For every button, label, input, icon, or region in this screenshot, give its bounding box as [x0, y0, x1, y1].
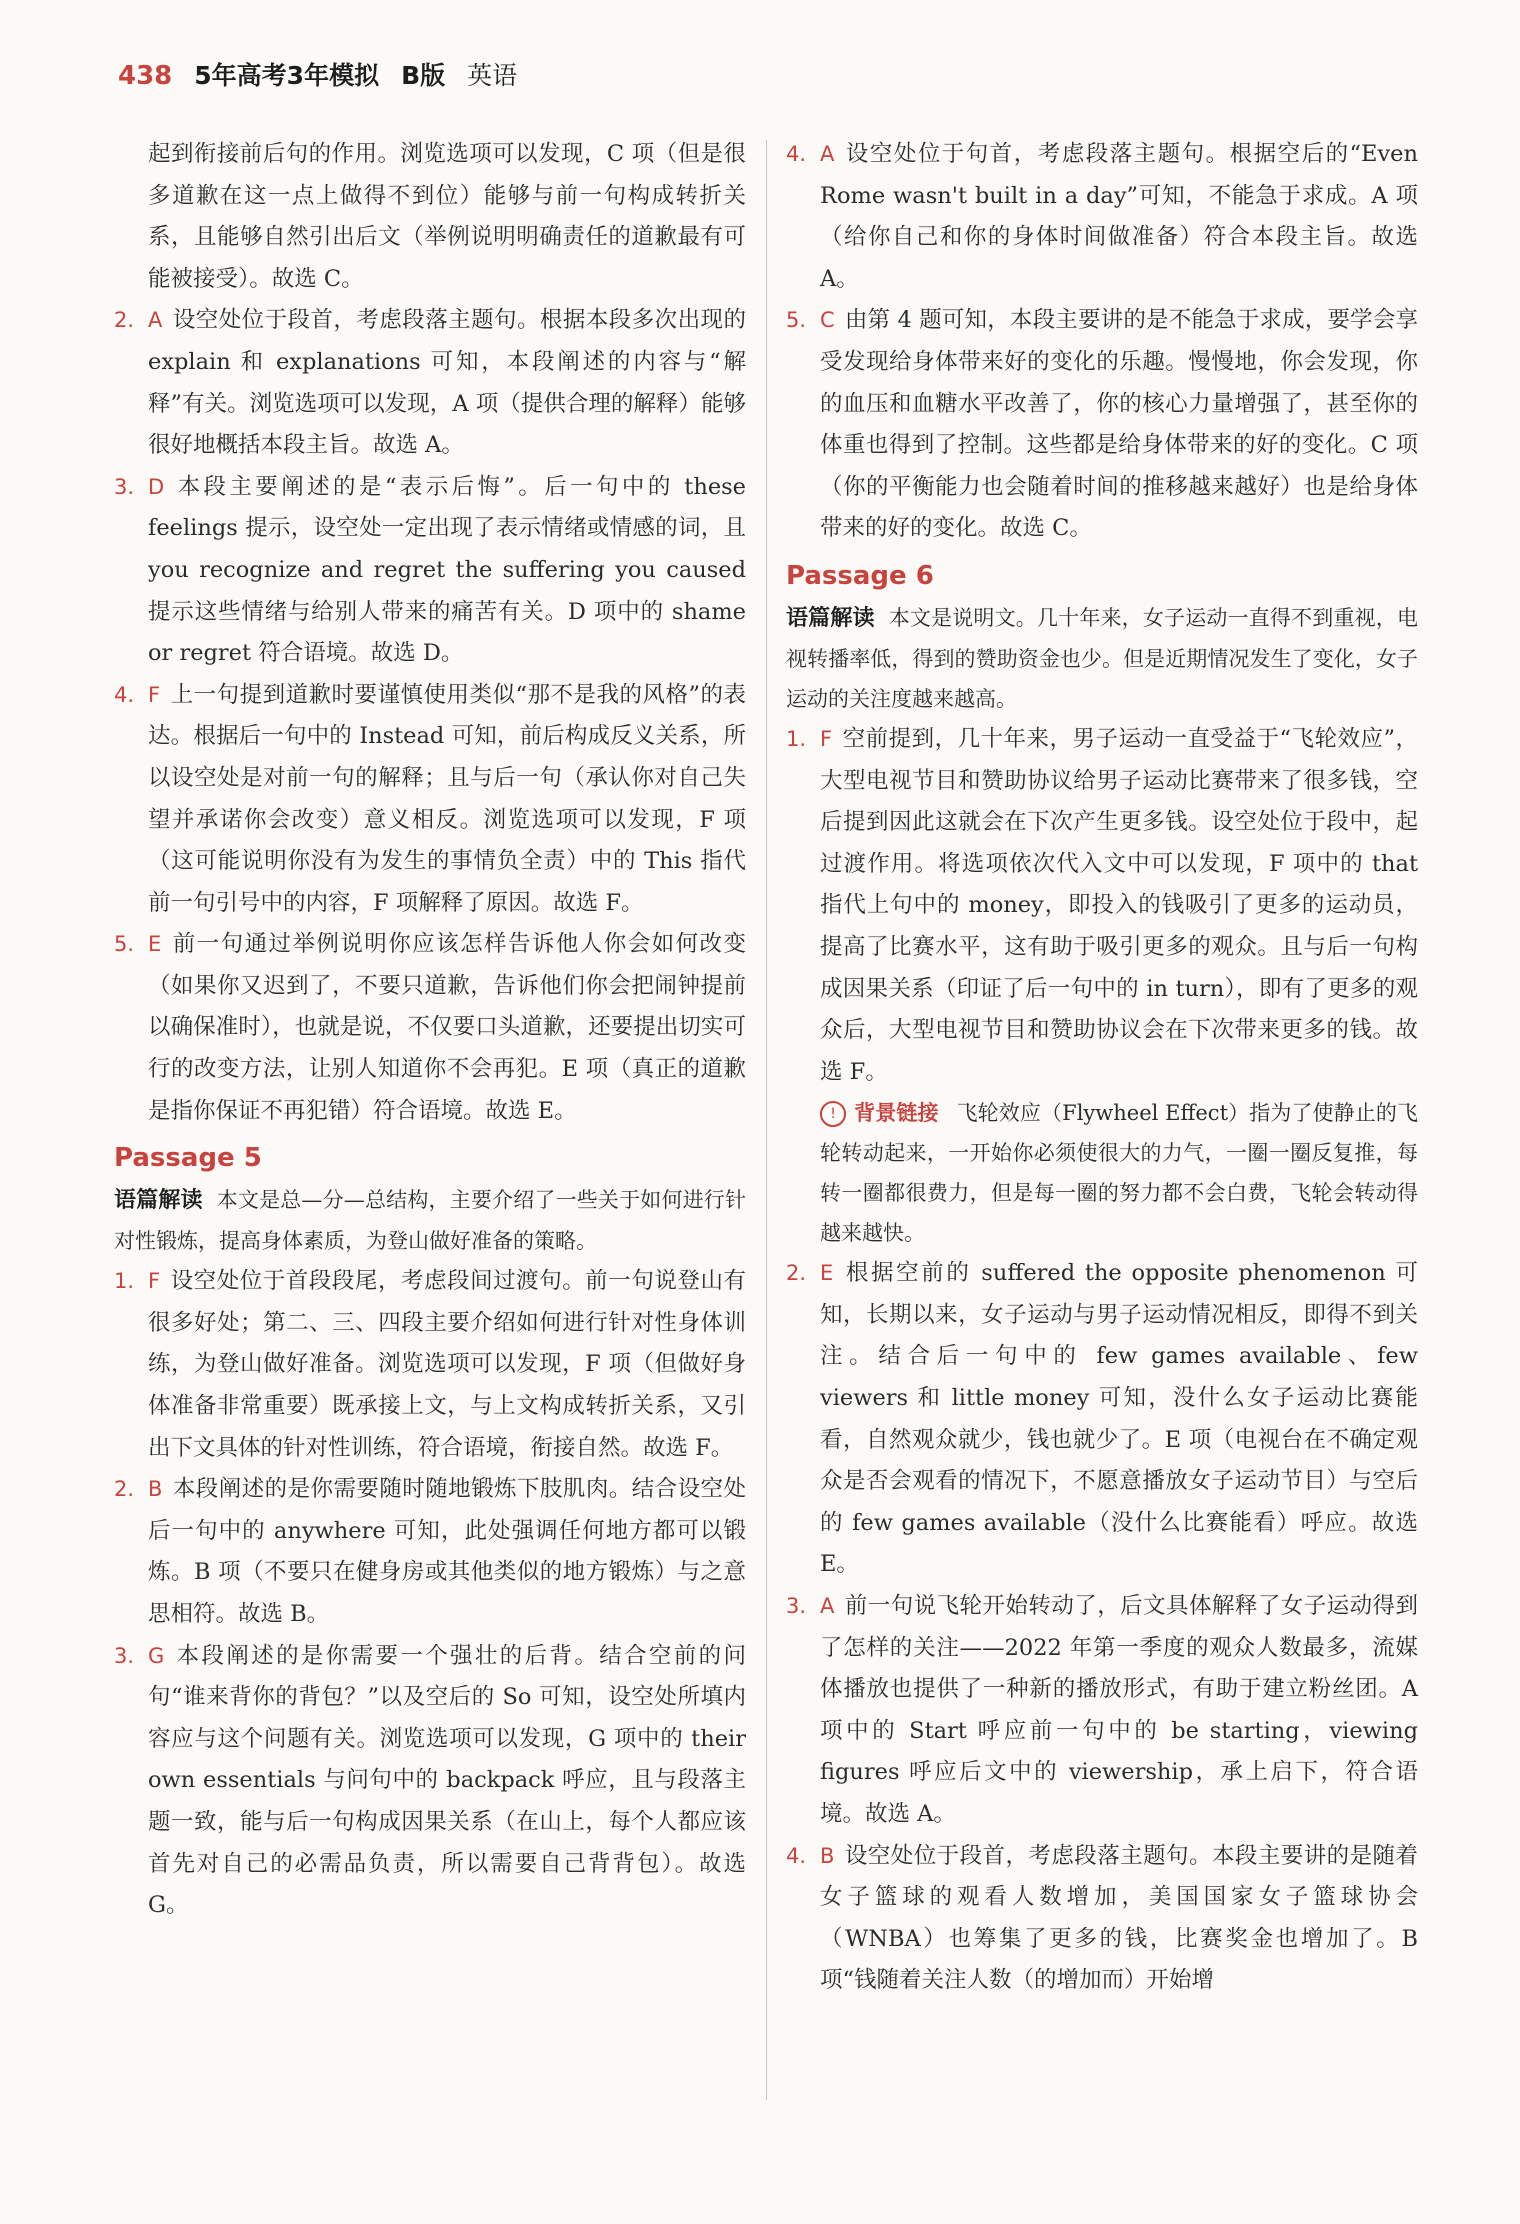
answer-continuation — [114, 134, 746, 300]
passage-5-intro — [114, 1180, 746, 1261]
answer-letter: A — [820, 1594, 835, 1619]
answer-item — [114, 467, 746, 675]
answer-item — [786, 1253, 1418, 1586]
question-number: 5. — [114, 932, 135, 957]
answer-item — [114, 675, 746, 925]
page-number: 438 — [118, 61, 173, 91]
page-header — [118, 56, 517, 96]
book-title: 5年高考3年模拟 — [194, 61, 380, 90]
question-number: 4. — [786, 1843, 807, 1868]
question-number: 5. — [786, 308, 807, 333]
question-number: 2. — [786, 1261, 807, 1286]
background-note — [786, 1093, 1418, 1253]
question-number: 1. — [786, 726, 807, 751]
answer-item — [786, 300, 1418, 550]
answer-letter: C — [820, 308, 835, 333]
answer-text: 本段主要阐述的是“表示后悔”。后一句中的 these feelings 提示，设空处一定出现了表示情绪或情感的词，且 you recognize and regret the suffering you caused 提示这些情绪与给别人带来的痛苦有关。D 项中的 shame or regret 符合语境。故选 D。 — [148, 473, 746, 667]
passage-6-title: Passage 6 — [786, 560, 934, 591]
question-number: 1. — [114, 1269, 135, 1294]
answer-text: 上一句提到道歉时要谨慎使用类似“那不是我的风格”的表达。根据后一句中的 Instead 可知，前后构成反义关系，所以设空处是对前一句的解释；且与后一句（承认你对自己失望并承诺你会改变）意义相反。浏览选项可以发现，F 项（这可能说明你没有为发生的事情负全责）中的 This 指代前一句引号中的内容，F 项解释了原因。故选 F。 — [148, 681, 746, 916]
passage-5-title: Passage 5 — [114, 1143, 262, 1174]
note-text: 飞轮效应（Flywheel Effect）指为了使静止的飞轮转动起来，一开始你必须使很大的力气，一圈一圈反复推，每转一圈都很费力，但是每一圈的努力都不会白费，飞轮会转动得越来越快。 — [820, 1101, 1419, 1246]
answer-text: 空前提到，几十年来，男子运动一直受益于“飞轮效应”，大型电视节目和赞助协议给男子运动比赛带来了很多钱，空后提到因此这就会在下次产生更多钱。设空处位于段中，起过渡作用。将选项依次代入文中可以发现，F 项中的 that 指代上句中的 money，即投入的钱吸引了更多的运动员，提高了比赛水平，这有助于吸引更多的观众。且与后一句构成因果关系（印证了后一句中的 in turn），即有了更多的观众后，大型电视节目和赞助协议会在下次带来更多的钱。故选 F。 — [820, 725, 1418, 1085]
question-number: 3. — [114, 1643, 135, 1668]
answer-item — [786, 1836, 1418, 2002]
question-number: 2. — [114, 308, 135, 333]
answer-text: 起到衔接前后句的作用。浏览选项可以发现，C 项（但是很多道歉在这一点上做得不到位）能够与前一句构成转折关系，且能够自然引出后文（举例说明明确责任的道歉最有可能被接受）。故选 C。 — [148, 141, 746, 292]
note-label: 背景链接 — [854, 1101, 939, 1126]
answer-item — [114, 924, 746, 1132]
answer-letter: A — [148, 308, 163, 333]
answer-letter: G — [148, 1643, 165, 1668]
edition-label: B版 — [401, 61, 446, 90]
intro-label: 语篇解读 — [786, 605, 875, 631]
answer-text: 由第 4 题可知，本段主要讲的是不能急于求成，要学会享受发现给身体带来好的变化的乐趣。慢慢地，你会发现，你的血压和血糖水平改善了，你的核心力量增强了，甚至你的体重也得到了控制。这些都是给身体带来的好的变化。C 项（你的平衡能力也会随着时间的推移越来越好）也是给身体带来的好的变化。故选 C。 — [820, 307, 1418, 542]
subject-label: 英语 — [467, 61, 518, 90]
question-number: 4. — [114, 682, 135, 707]
answer-letter: E — [148, 932, 162, 957]
answer-item — [786, 719, 1418, 1093]
answer-item — [114, 1261, 746, 1469]
question-number: 2. — [114, 1477, 135, 1502]
intro-label: 语篇解读 — [114, 1188, 203, 1214]
answer-text: 设空处位于首段段尾，考虑段间过渡句。前一句说登山有很多好处；第二、三、四段主要介绍如何进行针对性身体训练，为登山做好准备。浏览选项可以发现，F 项（但做好身体准备非常重要）既承接上文，与上文构成转折关系，又引出下文具体的针对性训练，符合语境，衔接自然。故选 F。 — [148, 1268, 746, 1461]
answer-item — [114, 1636, 746, 1927]
intro-text: 本文是说明文。几十年来，女子运动一直得不到重视，电视转播率低，得到的赞助资金也少。但是近期情况发生了变化，女子运动的关注度越来越高。 — [786, 605, 1418, 711]
answer-text: 前一句说飞轮开始转动了，后文具体解释了女子运动得到了怎样的关注——2022 年第一季度的观众人数最多，流媒体播放也提供了一种新的播放形式，有助于建立粉丝团。A 项中的 Start 呼应前一句中的 be starting，viewing figures 呼应后文中的 viewership，承上启下，符合语境。故选 A。 — [820, 1593, 1418, 1827]
answer-letter: B — [820, 1843, 835, 1868]
answer-text: 根据空前的 suffered the opposite phenomenon 可知，长期以来，女子运动与男子运动情况相反，即得不到关注。结合后一句中的 few games available、few viewers 和 little money 可知，没什么女子运动比赛能看，自然观众就少，钱也就少了。E 项（电视台在不确定观众是否会观看的情况下，不愿意播放女子运动节目）与空后的 few games available（没什么比赛能看）呼应。故选 E。 — [820, 1260, 1418, 1578]
column-divider — [766, 140, 767, 2100]
question-number: 3. — [114, 474, 135, 499]
passage-6-intro — [786, 598, 1418, 719]
answer-text: 设空处位于段首，考虑段落主题句。本段主要讲的是随着女子篮球的观看人数增加，美国国家女子篮球协会（WNBA）也筹集了更多的钱，比赛奖金也增加了。B 项“钱随着关注人数（的增加而）开始增 — [820, 1842, 1418, 1994]
answer-item — [114, 300, 746, 466]
intro-text: 本文是总—分—总结构，主要介绍了一些关于如何进行针对性锻炼，提高身体素质，为登山做好准备的策略。 — [114, 1188, 746, 1254]
answer-text: 设空处位于段首，考虑段落主题句。根据本段多次出现的 explain 和 explanations 可知，本段阐述的内容与“解释”有关。浏览选项可以发现，A 项（提供合理的解释）能够很好地概括本段主旨。故选 A。 — [148, 307, 746, 459]
answer-text: 前一句通过举例说明你应该怎样告诉他人你会如何改变（如果你又迟到了，不要只道歉，告诉他们你会把闹钟提前以确保准时），也就是说，不仅要口头道歉，还要提出切实可行的改变方法，让别人知道你不会再犯。E 项（真正的道歉是指你保证不再犯错）符合语境。故选 E。 — [148, 931, 746, 1124]
answer-item — [786, 134, 1418, 300]
left-column — [114, 134, 746, 1927]
answer-letter: F — [148, 682, 161, 707]
question-number: 4. — [786, 142, 807, 166]
right-column — [786, 134, 1418, 2002]
answer-letter: F — [820, 726, 833, 751]
answer-letter: B — [148, 1477, 163, 1502]
answer-text: 本段阐述的是你需要随时随地锻炼下肢肌肉。结合设空处后一句中的 anywhere 可知，此处强调任何地方都可以锻炼。B 项（不要只在健身房或其他类似的地方锻炼）与之意思相符。故选 B。 — [148, 1476, 746, 1627]
answer-letter: A — [820, 142, 835, 166]
answer-letter: D — [148, 474, 165, 499]
question-number: 3. — [786, 1594, 807, 1619]
answer-text: 设空处位于句首，考虑段落主题句。根据空后的“Even Rome wasn't built in a day”可知，不能急于求成。A 项（给你自己和你的身体时间做准备）符合本段主旨。故选 A。 — [820, 141, 1418, 292]
answer-letter: E — [820, 1261, 834, 1286]
answer-item — [786, 1586, 1418, 1836]
answer-letter: F — [148, 1269, 161, 1294]
answer-text: 本段阐述的是你需要一个强壮的后背。结合空前的问句“谁来背你的背包？”以及空后的 So 可知，设空处所填内容应与这个问题有关。浏览选项可以发现，G 项中的 their own essentials 与问句中的 backpack 呼应，且与段落主题一致，能与后一句构成因果关系（在山上，每个人都应该首先对自己的必需品负责，所以需要自己背背包）。故选 G。 — [148, 1642, 746, 1919]
answer-item — [114, 1469, 746, 1635]
exclamation-icon: ! — [820, 1101, 846, 1127]
